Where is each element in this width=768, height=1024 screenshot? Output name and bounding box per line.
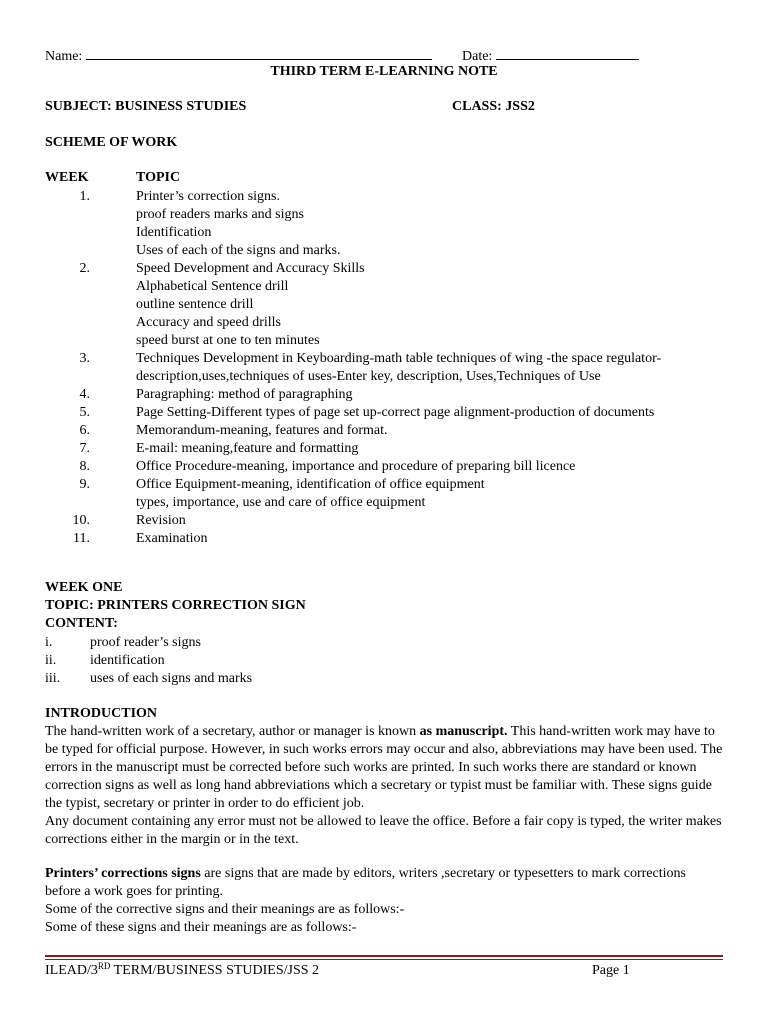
scheme-row-line <box>58 530 661 548</box>
list-item <box>45 670 252 688</box>
manuscript-term: as manuscript. <box>419 724 508 739</box>
week-number: 10. <box>72 513 90 528</box>
topic-text: Paragraphing: method of paragraphing <box>136 387 353 402</box>
name-blank-line <box>86 47 432 60</box>
week-one-heading: WEEK ONE <box>45 580 123 595</box>
topic-text: Alphabetical Sentence drill <box>136 279 289 294</box>
topic-text: Memorandum-meaning, features and format. <box>136 423 388 438</box>
topic-text: outline sentence drill <box>136 297 254 312</box>
intro-paragraph <box>45 723 725 813</box>
topic-text: Printer’s correction signs. <box>136 189 280 204</box>
list-item-number: iii. <box>45 671 61 686</box>
week-number: 4. <box>79 387 90 402</box>
scheme-row-line <box>58 476 661 494</box>
topic-text: Accuracy and speed drills <box>136 315 281 330</box>
scheme-row-line <box>58 494 661 512</box>
footer-superscript: RD <box>97 961 111 971</box>
topic-text: Identification <box>136 225 212 240</box>
list-item <box>45 634 252 652</box>
topic-text: Revision <box>136 513 186 528</box>
week-number: 7. <box>79 441 90 456</box>
date-label: Date: <box>462 49 493 64</box>
scheme-row-line <box>58 404 661 422</box>
scheme-row-line <box>58 206 661 224</box>
topic-text: types, importance, use and care of office equipment <box>136 495 426 510</box>
list-item-text: proof reader’s signs <box>90 635 201 650</box>
week-number: 5. <box>79 405 90 420</box>
week-one-topic: TOPIC: PRINTERS CORRECTION SIGN <box>45 598 306 613</box>
scheme-row-line <box>58 458 661 476</box>
week-number: 6. <box>79 423 90 438</box>
scheme-row-line <box>58 188 661 206</box>
scheme-row-line <box>58 296 661 314</box>
scheme-row-line <box>58 440 661 458</box>
page-number: Page 1 <box>592 963 630 978</box>
week-column-header: WEEK <box>45 170 89 185</box>
topic-text: proof readers marks and signs <box>136 207 304 222</box>
date-blank-line <box>496 47 639 60</box>
topic-text: Uses of each of the signs and marks. <box>136 243 341 258</box>
scheme-row-line <box>58 314 661 332</box>
intro-text: This hand-written work may have to be typed for official purpose. However, in such works errors may occur and also, abbreviations may have been used. The errors in the manuscript must be corrected before such works are printed. In such works there are standard or known correction signs as well as long hand abbreviations which a secretary or typist must be familiar with. These signs guide the typist, secretary or printer in order to do efficient job. <box>45 724 723 811</box>
intro-text: are signs that are made by editors, writers ,secretary or typesetters to mark corrections before a work goes for printing. <box>45 866 686 899</box>
list-item-number: i. <box>45 635 53 650</box>
week-number: 1. <box>79 189 90 204</box>
scheme-row-line <box>58 386 661 404</box>
topic-text: E-mail: meaning,feature and formatting <box>136 441 359 456</box>
week-number: 11. <box>73 531 90 546</box>
week-number: 3. <box>79 351 90 366</box>
intro-paragraph: Any document containing any error must not be allowed to leave the office. Before a fair copy is typed, the writer makes corrections either in the margin or in the text. <box>45 814 722 847</box>
printers-corrections-term: Printers’ corrections signs <box>45 866 201 881</box>
scheme-row-line <box>58 242 661 260</box>
subject-line: SUBJECT: BUSINESS STUDIES <box>45 99 247 114</box>
topic-text: speed burst at one to ten minutes <box>136 333 320 348</box>
week-number: 9. <box>79 477 90 492</box>
topic-text: Page Setting-Different types of page set up-correct page alignment-production of documents <box>136 405 655 420</box>
list-item-text: uses of each signs and marks <box>90 671 253 686</box>
scheme-of-work-heading: SCHEME OF WORK <box>45 135 178 150</box>
list-item-number: ii. <box>45 653 57 668</box>
class-line: CLASS: JSS2 <box>452 99 535 114</box>
name-field <box>45 47 432 65</box>
footer-suffix: TERM/BUSINESS STUDIES/JSS 2 <box>110 963 320 978</box>
scheme-row-line <box>58 368 661 386</box>
introduction-heading: INTRODUCTION <box>45 706 158 721</box>
footer-rule-thick <box>45 955 723 957</box>
scheme-row-line <box>58 260 661 278</box>
week-number: 2. <box>79 261 90 276</box>
scheme-list <box>58 188 661 548</box>
scheme-row-line <box>58 350 661 368</box>
footer-prefix: ILEAD/3 <box>45 963 98 978</box>
name-label: Name: <box>45 49 83 64</box>
intro-text: The hand-written work of a secretary, author or manager is known <box>45 724 420 739</box>
footer-rule-thin <box>45 959 723 960</box>
topic-text: Speed Development and Accuracy Skills <box>136 261 365 276</box>
scheme-row-line <box>58 512 661 530</box>
scheme-row-line <box>58 278 661 296</box>
topic-text: description,uses,techniques of uses-Enter key, description, Uses,Techniques of Use <box>136 369 601 384</box>
topic-text: Techniques Development in Keyboarding-math table techniques of wing -the space regulator- <box>136 351 662 366</box>
scheme-row-line <box>58 332 661 350</box>
topic-column-header: TOPIC <box>136 170 181 185</box>
topic-text: Office Procedure-meaning, importance and procedure of preparing bill licence <box>136 459 576 474</box>
topic-text: Office Equipment-meaning, identification of office equipment <box>136 477 485 492</box>
introduction-body <box>45 723 725 937</box>
footer-left <box>45 963 319 979</box>
list-item-text: identification <box>90 653 165 668</box>
intro-paragraph: Some of the corrective signs and their meanings are as follows:- <box>45 902 405 917</box>
list-item <box>45 652 252 670</box>
date-field <box>462 47 639 65</box>
intro-paragraph: Some of these signs and their meanings are as follows:- <box>45 920 357 935</box>
topic-text: Examination <box>136 531 208 546</box>
scheme-row-line <box>58 422 661 440</box>
week-number: 8. <box>79 459 90 474</box>
content-list <box>45 634 252 688</box>
document-title: THIRD TERM E-LEARNING NOTE <box>270 64 498 79</box>
scheme-row-line <box>58 224 661 242</box>
intro-paragraph <box>45 865 725 901</box>
content-label: CONTENT: <box>45 616 118 631</box>
